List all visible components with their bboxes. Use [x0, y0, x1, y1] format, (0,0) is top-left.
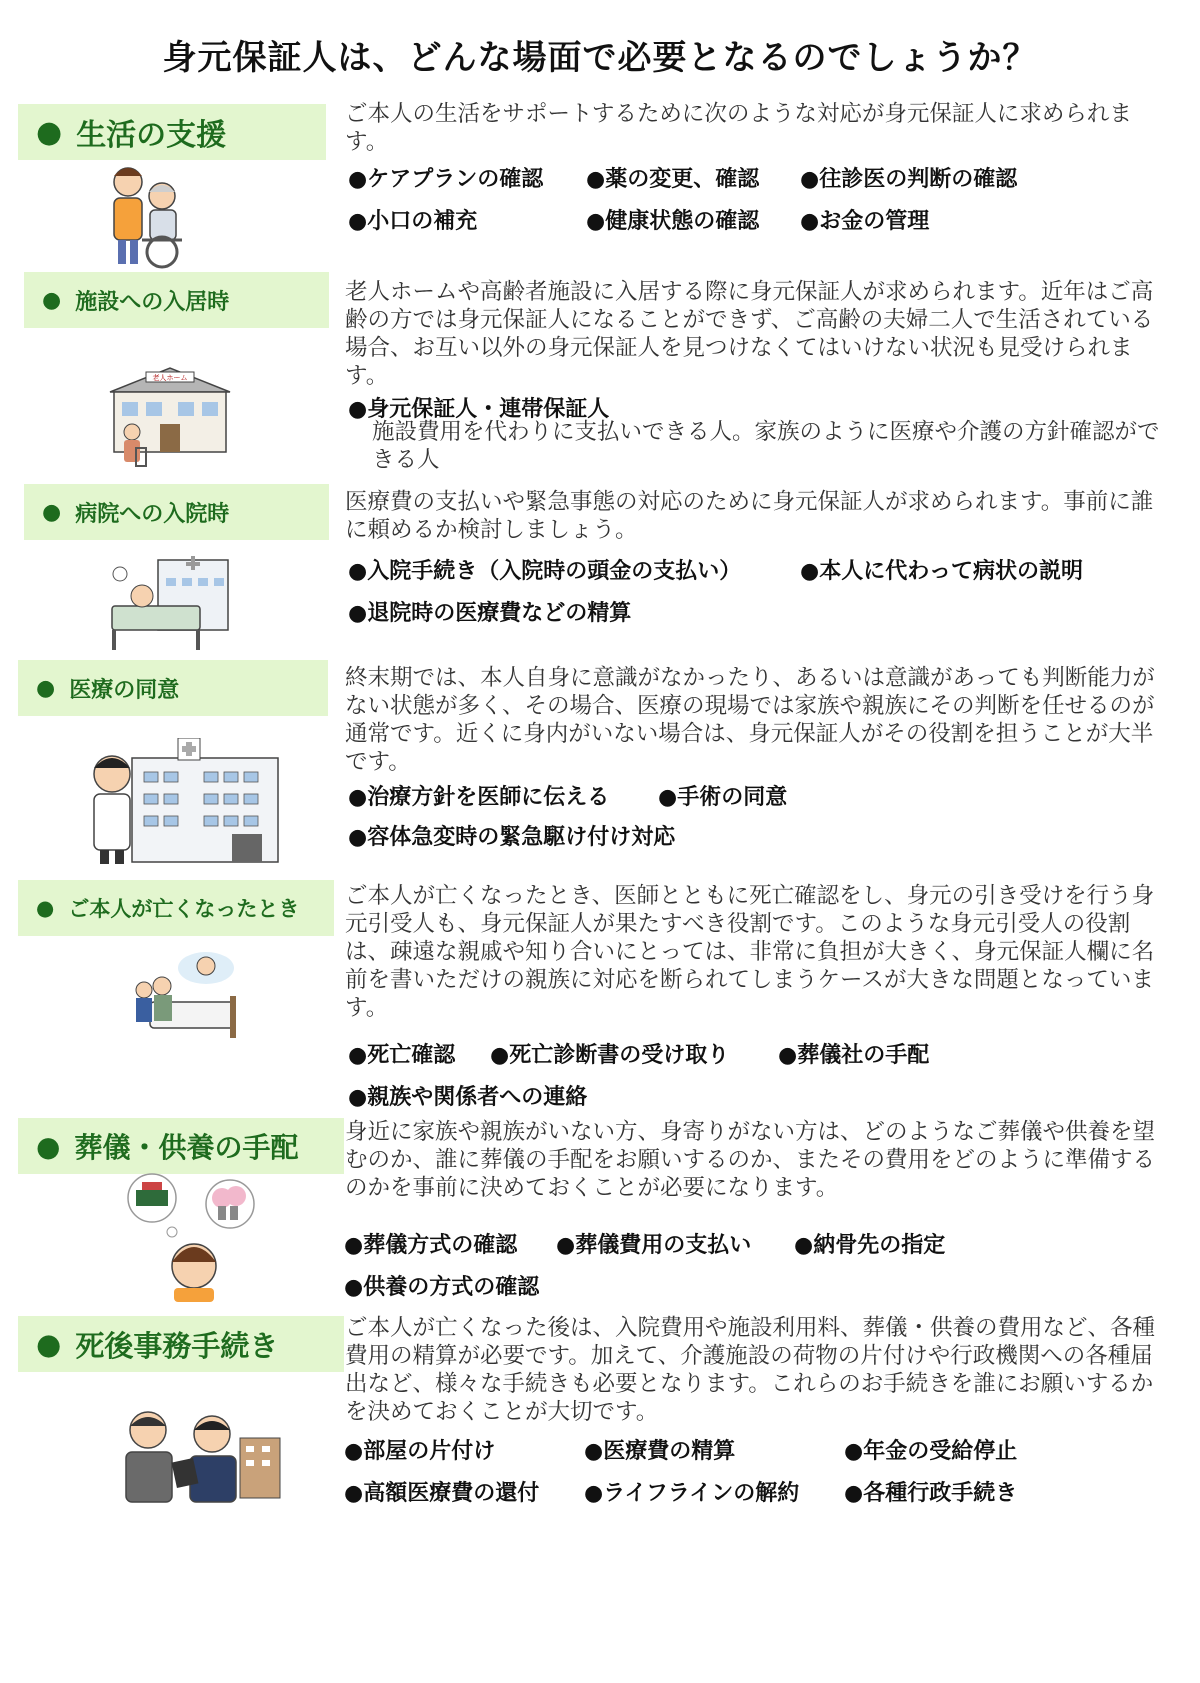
section-description: ご本人が亡くなった後は、入院費用や施設利用料、葬儀・供養の費用など、各種費用の精算が必要です。加えて、介護施設の荷物の片付けや行政機関への各種届出など、様々な手続きも必要となります。これらのお手続きを誰にお願いするかを決めておくことが大切です。 — [345, 1315, 1156, 1425]
item-emergency: ●容体急変時の緊急駆け付け対応 — [348, 825, 676, 850]
item-discharge: ●退院時の医療費などの精算 — [348, 601, 632, 626]
item-admission: ●入院手続き（入院時の頭金の支払い） — [348, 559, 742, 584]
section-heading: 葬儀・供養の手配 — [74, 1131, 299, 1164]
bullet-icon: ● — [36, 1129, 61, 1163]
section-heading: 死後事務手続き — [75, 1328, 279, 1363]
item-room-cleanup: ●部屋の片付け — [344, 1439, 496, 1464]
section-header — [18, 1118, 344, 1174]
item-treatment-policy: ●治療方針を医師に伝える — [348, 785, 610, 810]
item-medical-settlement: ●医療費の精算 — [584, 1439, 736, 1464]
section-facility — [0, 272, 1200, 472]
item-guarantor: ●身元保証人・連帯保証人 — [348, 397, 610, 422]
item-contact-relatives: ●親族や関係者への連絡 — [348, 1085, 588, 1110]
item-medicine: ●薬の変更、確認 — [586, 167, 760, 192]
section-hospital — [0, 484, 1200, 654]
item-death-certificate: ●死亡診断書の受け取り — [490, 1043, 730, 1068]
item-memorial-style: ●供養の方式の確認 — [344, 1275, 540, 1300]
page-title: 身元保証人は、どんな場面で必要となるのでしょうか？ — [162, 38, 1038, 78]
consultation-illustration — [112, 1408, 282, 1506]
sub-description: 施設費用を代わりに支払いできる人。家族のように医療や介護の方針確認ができる人 — [372, 419, 1160, 473]
section-description: 身近に家族や親族がいない方、身寄りがない方は、どのようなご葬儀や供養を望むのか、誰に葬儀の手配をお願いするのか、またその費用をどのように準備するのかを事前に決めておくことが必要になります。 — [345, 1119, 1156, 1201]
item-death-confirmation: ●死亡確認 — [348, 1043, 456, 1068]
section-header — [24, 484, 329, 540]
doctor-hospital-illustration — [82, 738, 282, 866]
nursing-home-illustration — [100, 362, 240, 472]
section-heading: 施設への入居時 — [75, 289, 230, 315]
item-petty-cash: ●小口の補充 — [348, 209, 478, 234]
section-heading: 病院への入院時 — [75, 501, 230, 527]
item-surgery-consent: ●手術の同意 — [658, 785, 788, 810]
section-description: 老人ホームや高齢者施設に入居する際に身元保証人が求められます。近年はご高齢の方では身元保証人になることができず、ご高齢の夫婦二人で生活されている場合、お互い以外の身元保証人を見つけなくてはいけない状況も見受けられます。 — [345, 279, 1154, 389]
bullet-icon: ● — [36, 675, 56, 701]
thinking-woman-illustration — [122, 1172, 262, 1302]
bullet-icon: ● — [36, 896, 55, 920]
section-heading: 医療の同意 — [69, 677, 180, 703]
item-care-plan: ●ケアプランの確認 — [348, 167, 544, 192]
item-lifeline-cancel: ●ライフラインの解約 — [584, 1481, 800, 1506]
section-life-support — [0, 100, 1200, 270]
bullet-icon: ● — [36, 1327, 62, 1361]
bullet-icon: ● — [42, 287, 62, 313]
section-header — [18, 660, 328, 716]
section-death — [0, 880, 1200, 1110]
bullet-icon: ● — [42, 499, 62, 525]
section-header — [18, 1316, 344, 1372]
section-header — [18, 104, 326, 160]
item-pension-stop: ●年金の受給停止 — [844, 1439, 1018, 1464]
section-header — [24, 272, 329, 328]
item-medical-refund: ●高額医療費の還付 — [344, 1481, 540, 1506]
section-heading: ご本人が亡くなったとき — [68, 897, 300, 921]
section-heading: 生活の支援 — [76, 118, 227, 153]
bedside-family-illustration — [130, 946, 240, 1042]
section-description: 医療費の支払いや緊急事態の対応のために身元保証人が求められます。事前に誰に頼めるか検討しましょう。 — [345, 489, 1154, 543]
bullet-icon: ● — [36, 114, 63, 150]
section-funeral — [0, 1118, 1200, 1308]
item-funeral-cost: ●葬儀費用の支払い — [556, 1233, 752, 1258]
section-description: ご本人が亡くなったとき、医師とともに死亡確認をし、身元の引き受けを行う身元引受人も、身元保証人が果たすべき役割です。このような身元引受人の役割は、疎遠な親戚や知り合いにとっては、非常に負担が大きく、身元保証人欄に名前を書いただけの親族に対応を断られてしまうケースが大きな問題となっています。 — [345, 883, 1155, 1021]
section-description: 終末期では、本人自身に意識がなかったり、あるいは意識があっても判断能力がない状態が多く、その場合、医療の現場では家族や親族にその判断を任せるのが通常です。近くに身内がいない場合は、身元保証人がその役割を担うことが大半です。 — [345, 665, 1155, 775]
item-funeral-style: ●葬儀方式の確認 — [344, 1233, 518, 1258]
section-header — [18, 880, 334, 936]
item-burial-place: ●納骨先の指定 — [794, 1233, 946, 1258]
item-funeral-company: ●葬儀社の手配 — [778, 1043, 930, 1068]
hospital-bed-illustration — [108, 556, 233, 654]
item-explain-condition: ●本人に代わって病状の説明 — [800, 559, 1083, 584]
item-admin-procedures: ●各種行政手続き — [844, 1481, 1018, 1506]
item-money: ●お金の管理 — [800, 209, 930, 234]
section-post-death-affairs — [0, 1316, 1200, 1516]
sign-text: 老人ホーム — [152, 374, 188, 382]
caregiver-wheelchair-illustration — [100, 160, 195, 270]
section-medical-consent — [0, 660, 1200, 870]
section-description: ご本人の生活をサポートするために次のような対応が身元保証人に求められます。 — [345, 101, 1132, 155]
item-home-doctor: ●往診医の判断の確認 — [800, 167, 1018, 192]
item-health-check: ●健康状態の確認 — [586, 209, 760, 234]
